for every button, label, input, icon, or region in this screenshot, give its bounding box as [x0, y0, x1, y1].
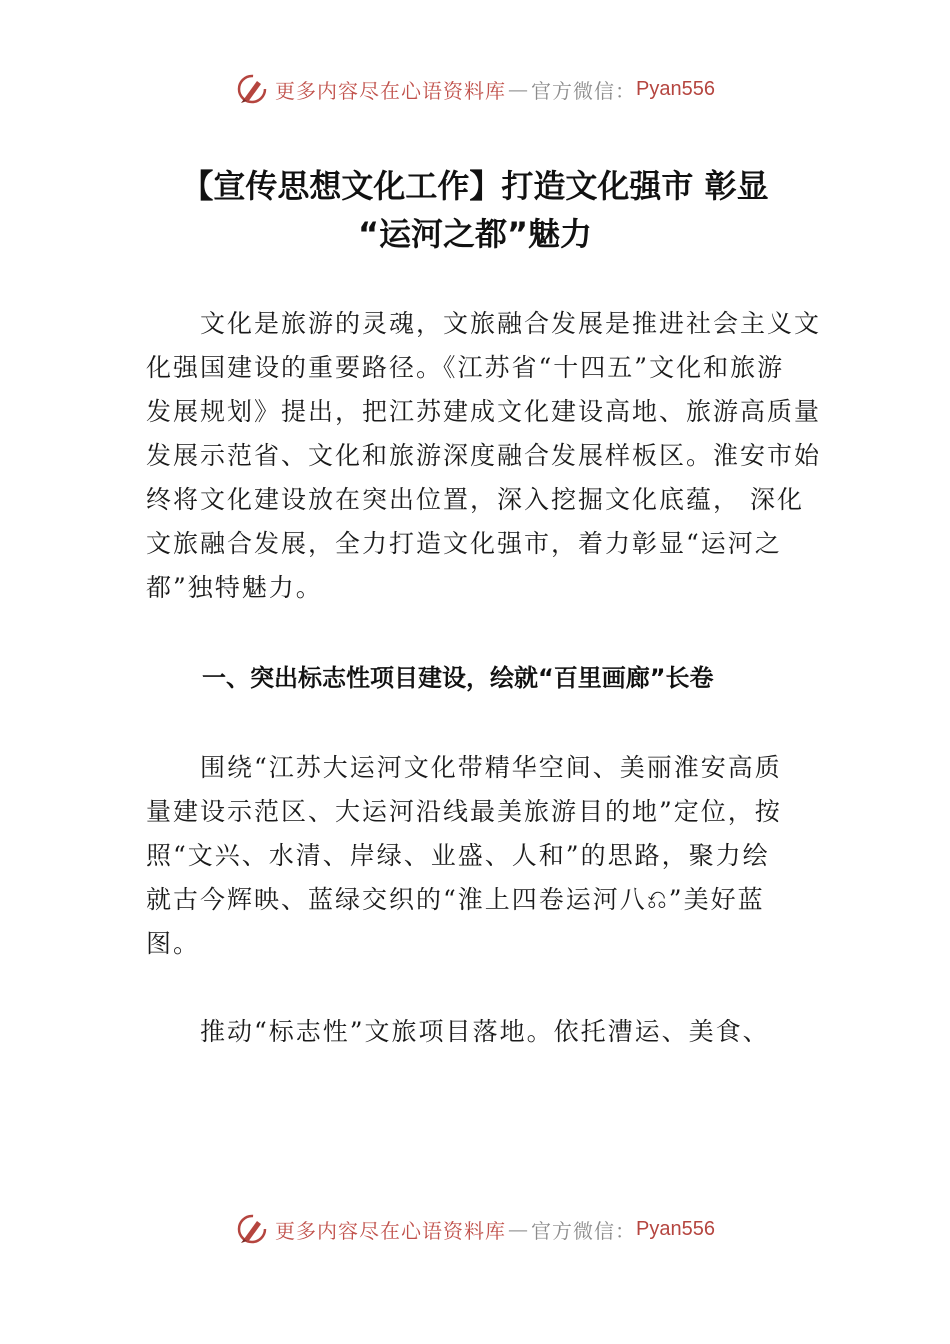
paragraph-line: 文化是旅游的灵魂，文旅融合发展是推进社会主义文	[146, 309, 822, 338]
paragraph-line: 都”独特魅力。	[146, 573, 323, 602]
title-line: 【宣传思想文化工作】打造文化强市 彰显	[181, 167, 769, 205]
paragraph-line: 就古今辉映、蓝绿交织的“淮上四卷运河八⎌”美好蓝	[146, 885, 765, 914]
intro-paragraph	[146, 302, 826, 610]
page-header	[0, 72, 950, 106]
header-wechat-label: 官方微信：	[531, 78, 637, 103]
paragraph-line: 推动“标志性”文旅项目落地。依托漕运、美食、	[146, 1017, 770, 1046]
paragraph-line: 终将文化建设放在突出位置，深入挖掘文化底蕴， 深化	[146, 485, 804, 514]
paragraph-line: 图。	[146, 929, 201, 958]
third-paragraph	[146, 1010, 826, 1054]
paragraph-line: 量建设示范区、大运河沿线最美旅游目的地”定位，按	[146, 797, 782, 826]
paragraph-line: 围绕“江苏大运河文化带精华空间、美丽淮安高质	[146, 753, 782, 782]
paragraph-line: 照“文兴、水清、岸绿、业盛、人和”的思路，聚力绘	[146, 841, 770, 870]
footer-dash: —	[508, 1217, 530, 1241]
section-heading: 一、突出标志性项目建设，绘就“百里画廊”长卷	[202, 664, 714, 692]
paragraph-line: 化强国建设的重要路径。《江苏省“十四五”文化和旅游	[146, 353, 785, 382]
footer-wechat-id: Pyan556	[636, 1217, 715, 1240]
paragraph-line: 文旅融合发展，全力打造文化强市，着力彰显“运河之	[146, 529, 782, 558]
pen-nib-logo-icon	[235, 1212, 269, 1246]
paragraph-line: 发展规划》提出，把江苏建成文化建设高地、旅游高质量	[146, 397, 822, 426]
pen-nib-logo-icon	[235, 72, 269, 106]
title-line: “运河之都”魅力	[357, 215, 593, 253]
header-dash: —	[508, 77, 530, 101]
footer-brand-text: 更多内容尽在心语资料库	[275, 1218, 507, 1243]
page-footer	[0, 1212, 950, 1246]
footer-wechat-label: 官方微信：	[531, 1218, 637, 1243]
header-brand-text: 更多内容尽在心语资料库	[275, 78, 507, 103]
paragraph-line: 发展示范省、文化和旅游深度融合发展样板区。淮安市始	[146, 441, 822, 470]
section1-paragraph	[146, 746, 826, 966]
header-wechat-id: Pyan556	[636, 77, 715, 100]
document-title	[130, 162, 820, 258]
